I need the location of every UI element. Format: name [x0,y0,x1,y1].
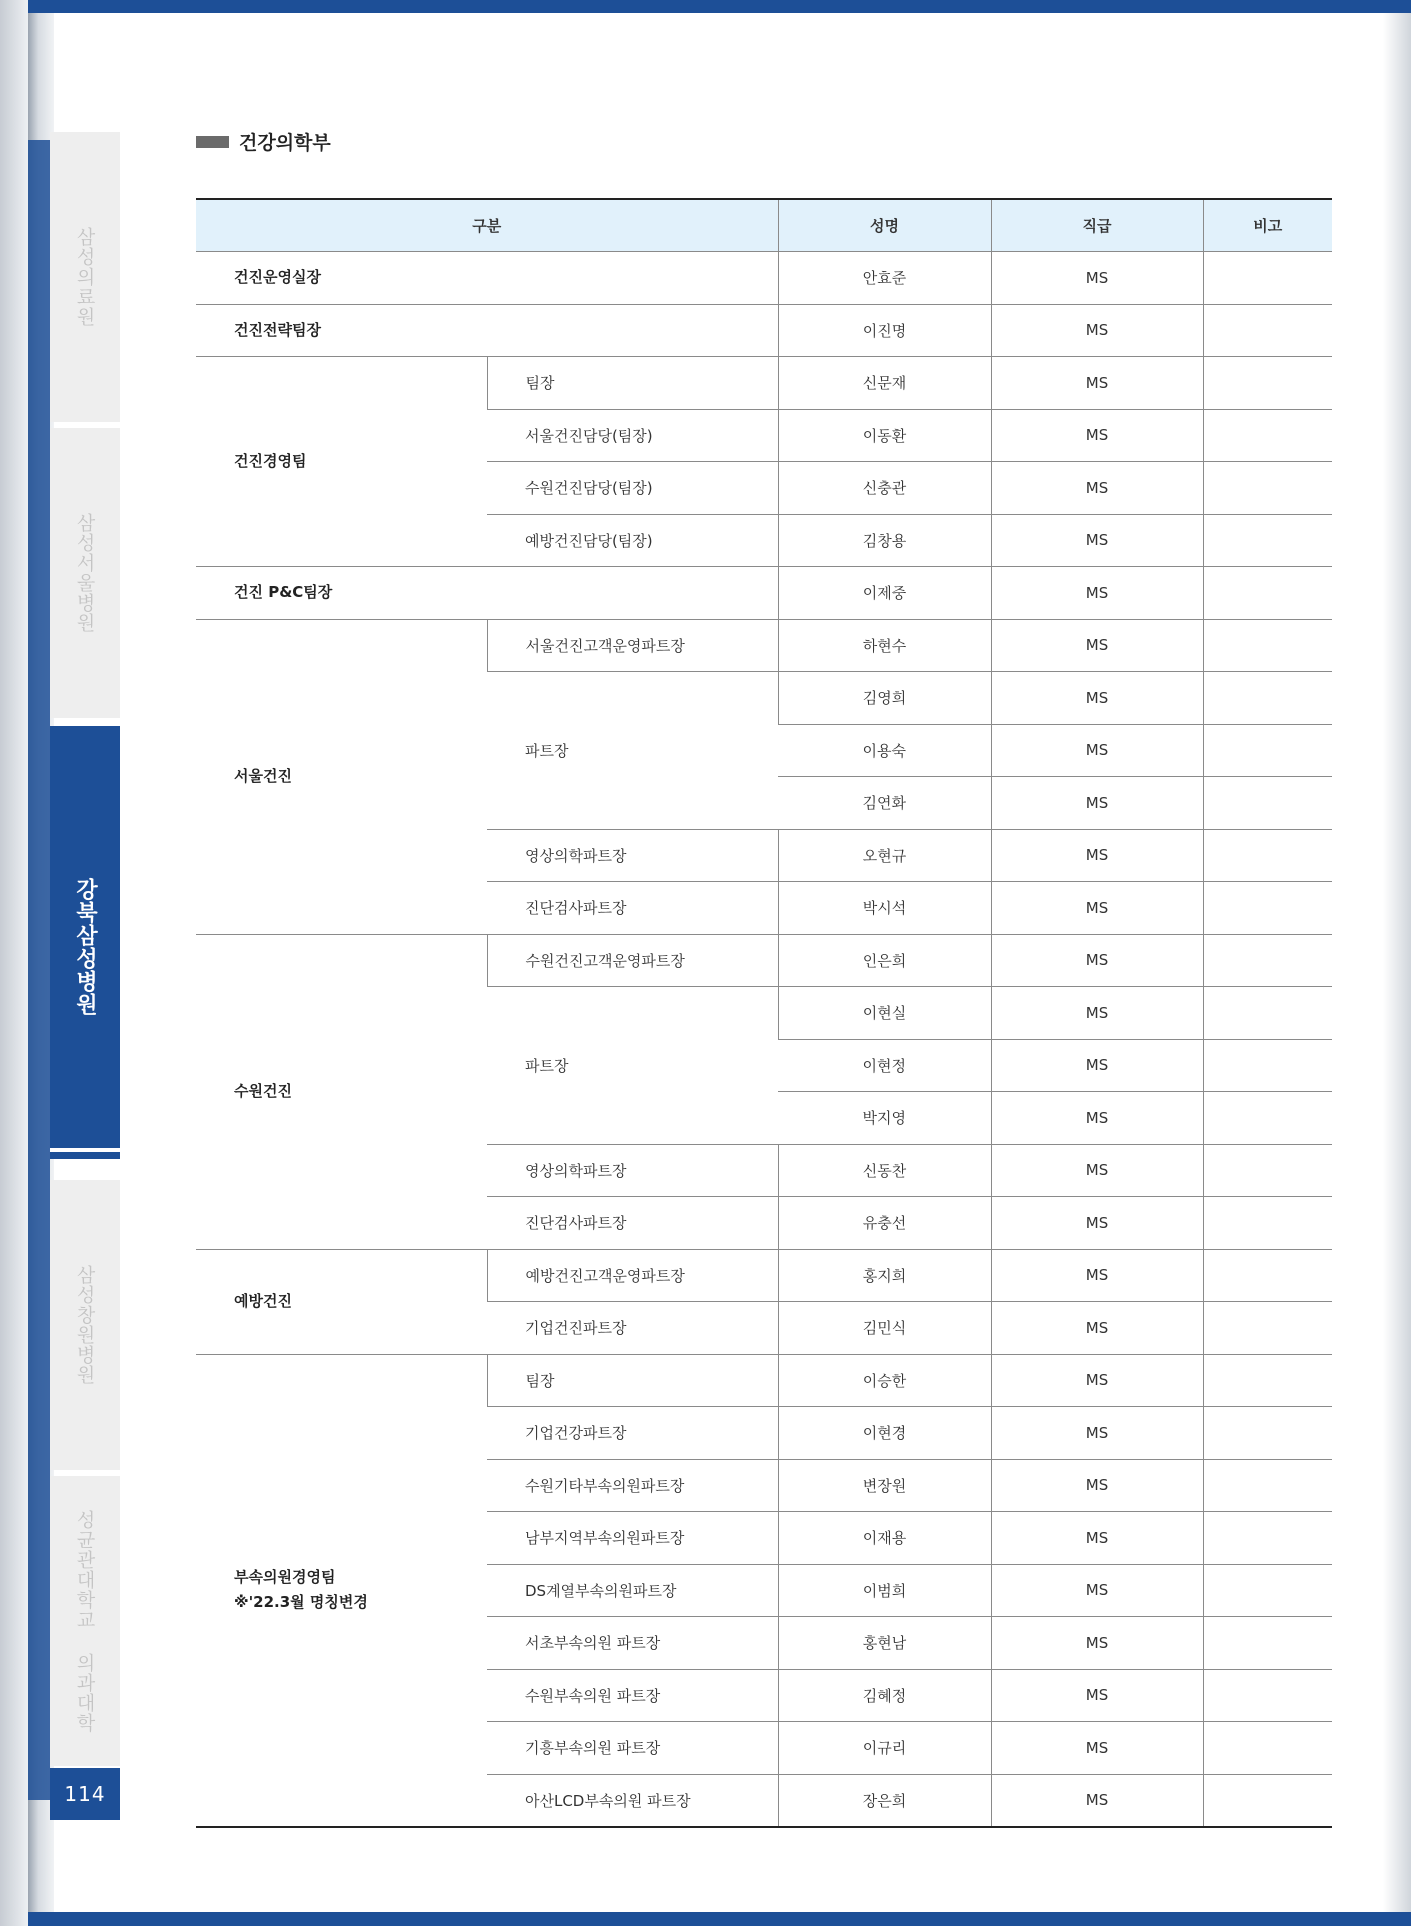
note-cell [1203,1774,1332,1827]
group-note: ※'22.3월 명칭변경 [234,1593,368,1612]
rank-cell: MS [991,304,1203,357]
note-cell [1203,409,1332,462]
name-cell: 이재용 [778,1512,991,1565]
section-title: 건강의학부 [239,132,331,154]
header-rank: 직급 [991,199,1203,252]
side-tab-skku-medicine[interactable]: 성균관대학교 의과대학 [50,1476,120,1766]
note-cell [1203,1144,1332,1197]
name-cell: 이진명 [778,304,991,357]
note-cell [1203,829,1332,882]
name-cell: 박지영 [778,1092,991,1145]
name-cell: 이범희 [778,1564,991,1617]
name-cell: 이동환 [778,409,991,462]
name-cell: 이현정 [778,1039,991,1092]
rank-cell: MS [991,1564,1203,1617]
note-cell [1203,934,1332,987]
name-cell: 이현실 [778,987,991,1040]
sub-label: 기흥부속의원 파트장 [487,1722,778,1775]
group-label: 건진운영실장 [196,252,778,305]
sub-label: 팀장 [487,1354,778,1407]
note-cell [1203,1459,1332,1512]
note-cell [1203,1617,1332,1670]
rank-cell: MS [991,724,1203,777]
rank-cell: MS [991,1144,1203,1197]
note-cell [1203,1722,1332,1775]
rank-cell: MS [991,1249,1203,1302]
sub-label: 팀장 [487,357,778,410]
side-tab-samsung-changwon[interactable]: 삼성창원병원 [50,1180,120,1470]
name-cell: 박시석 [778,882,991,935]
rank-cell: MS [991,1774,1203,1827]
note-cell [1203,1197,1332,1250]
rank-cell: MS [991,1617,1203,1670]
spine-stripe [28,140,50,1800]
note-cell [1203,1249,1332,1302]
note-cell [1203,1092,1332,1145]
name-cell: 홍현남 [778,1617,991,1670]
note-cell [1203,1039,1332,1092]
name-cell: 안효준 [778,252,991,305]
note-cell [1203,987,1332,1040]
sub-label: 기업건진파트장 [487,1302,778,1355]
name-cell: 홍지희 [778,1249,991,1302]
group-label: 건진 P&C팀장 [196,567,778,620]
sub-label: 예방건진고객운영파트장 [487,1249,778,1302]
name-cell: 김창용 [778,514,991,567]
note-cell [1203,672,1332,725]
table-row [196,252,1332,305]
sub-label: 남부지역부속의원파트장 [487,1512,778,1565]
rank-cell: MS [991,1092,1203,1145]
rank-cell: MS [991,357,1203,410]
rank-cell: MS [991,619,1203,672]
rank-cell: MS [991,882,1203,935]
heading-marker [196,136,229,148]
note-cell [1203,304,1332,357]
group-label: 건진경영팀 [196,357,487,567]
staff-table [196,198,1332,1828]
note-cell [1203,567,1332,620]
group-name: 부속의원경영팀 [234,1568,336,1587]
table-row [196,1354,1332,1407]
bottom-border-band [28,1912,1411,1926]
sub-label: 서초부속의원 파트장 [487,1617,778,1670]
note-cell [1203,724,1332,777]
rank-cell: MS [991,672,1203,725]
note-cell [1203,1512,1332,1565]
rank-cell: MS [991,1669,1203,1722]
note-cell [1203,882,1332,935]
name-cell: 이용숙 [778,724,991,777]
note-cell [1203,1669,1332,1722]
table-row [196,357,1332,410]
note-cell [1203,1302,1332,1355]
name-cell: 변장원 [778,1459,991,1512]
rank-cell: MS [991,1512,1203,1565]
sub-label: 기업건강파트장 [487,1407,778,1460]
rank-cell: MS [991,829,1203,882]
table-row [196,619,1332,672]
name-cell: 신문재 [778,357,991,410]
active-tab-stripe-bottom [50,1148,120,1152]
note-cell [1203,777,1332,830]
note-cell [1203,619,1332,672]
name-cell: 김혜정 [778,1669,991,1722]
group-label: 예방건진 [196,1249,487,1354]
sub-label: 영상의학파트장 [487,1144,778,1197]
table-row [196,567,1332,620]
book-spine [0,0,28,1926]
note-cell [1203,1354,1332,1407]
rank-cell: MS [991,1302,1203,1355]
note-cell [1203,252,1332,305]
table-row [196,1249,1332,1302]
sub-label: 영상의학파트장 [487,829,778,882]
name-cell: 유충선 [778,1197,991,1250]
rank-cell: MS [991,1722,1203,1775]
name-cell: 이규리 [778,1722,991,1775]
table-row [196,304,1332,357]
top-border-band [28,0,1411,13]
header-name: 성명 [778,199,991,252]
name-cell: 김민식 [778,1302,991,1355]
sub-label: 수원건진고객운영파트장 [487,934,778,987]
group-label: 건진전략팀장 [196,304,778,357]
rank-cell: MS [991,514,1203,567]
sub-label: 수원기타부속의원파트장 [487,1459,778,1512]
sub-label: 아산LCD부속의원 파트장 [487,1774,778,1827]
sub-label: 서울건진고객운영파트장 [487,619,778,672]
rank-cell: MS [991,1407,1203,1460]
name-cell: 이승한 [778,1354,991,1407]
section-heading [196,128,331,155]
rank-cell: MS [991,777,1203,830]
group-label: 수원건진 [196,934,487,1249]
side-tab-samsung-seoul[interactable]: 삼성서울병원 [50,428,120,718]
rank-cell: MS [991,1459,1203,1512]
name-cell: 김영희 [778,672,991,725]
rank-cell: MS [991,1354,1203,1407]
note-cell [1203,462,1332,515]
rank-cell: MS [991,934,1203,987]
name-cell: 신충관 [778,462,991,515]
rank-cell: MS [991,567,1203,620]
rank-cell: MS [991,987,1203,1040]
right-page-shadow [1383,0,1411,1926]
name-cell: 하현수 [778,619,991,672]
sub-label: 수원부속의원 파트장 [487,1669,778,1722]
sub-label: 예방건진담당(팀장) [487,514,778,567]
rank-cell: MS [991,462,1203,515]
name-cell: 장은희 [778,1774,991,1827]
header-category: 구분 [196,199,778,252]
sub-label: 수원건진담당(팀장) [487,462,778,515]
note-cell [1203,357,1332,410]
sub-label: DS계열부속의원파트장 [487,1564,778,1617]
name-cell: 김연화 [778,777,991,830]
page-number: 114 [50,1768,120,1820]
name-cell: 인은희 [778,934,991,987]
name-cell: 오현규 [778,829,991,882]
note-cell [1203,1564,1332,1617]
name-cell: 이현경 [778,1407,991,1460]
side-tab-kangbuk-samsung[interactable]: 강북삼성병원 [50,726,120,1159]
sub-label: 진단검사파트장 [487,1197,778,1250]
header-note: 비고 [1203,199,1332,252]
name-cell: 신동찬 [778,1144,991,1197]
group-label [196,1354,487,1827]
rank-cell: MS [991,409,1203,462]
sub-label: 서울건진담당(팀장) [487,409,778,462]
name-cell: 이제중 [778,567,991,620]
sub-label: 진단검사파트장 [487,882,778,935]
table-header-row [196,199,1332,252]
group-label: 서울건진 [196,619,487,934]
note-cell [1203,514,1332,567]
note-cell [1203,1407,1332,1460]
rank-cell: MS [991,1197,1203,1250]
table-row [196,934,1332,987]
side-tab-samsung-medical[interactable]: 삼성의료원 [50,132,120,422]
sub-label: 파트장 [487,987,778,1145]
rank-cell: MS [991,1039,1203,1092]
sub-label: 파트장 [487,672,778,830]
rank-cell: MS [991,252,1203,305]
